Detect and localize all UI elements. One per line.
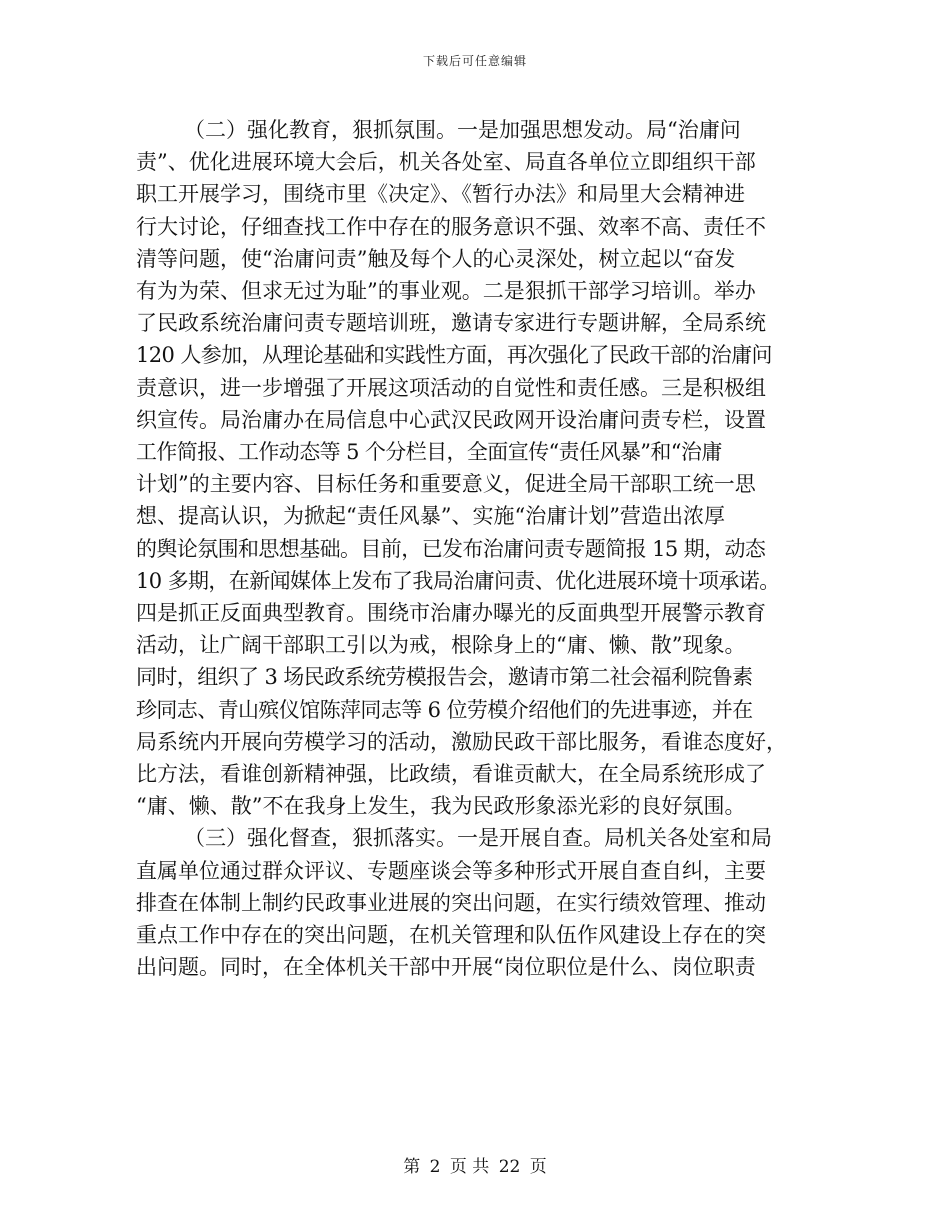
paragraph-line: 清等问题，使“治庸问责”触及每个人的心灵深处，树立起以“奋发 xyxy=(136,246,736,271)
page-header: 下载后可任意编辑 xyxy=(422,54,527,68)
paragraph-line: 职工开展学习，围绕市里《决定》、《暂行办法》和局里大会精神进 xyxy=(136,182,745,207)
paragraph-line: 计划”的主要内容、目标任务和重要意义，促进全局干部职工统一思 xyxy=(136,472,756,497)
paragraph-line: 10 多期，在新闻媒体上发布了我局治庸问责、优化进展环境十项承诺。 xyxy=(136,568,780,593)
paragraph-line: 了民政系统治庸问责专题培训班，邀请专家进行专题讲解，全局系统 xyxy=(136,311,766,336)
paragraph-line: 比方法，看谁创新精神强，比政绩，看谁贡献大，在全局系统形成了 xyxy=(136,762,766,787)
paragraph-line: （三）强化督查，狠抓落实。一是开展自查。局机关各处室和局 xyxy=(184,826,772,851)
footer-middle: 页 共 xyxy=(449,1157,490,1177)
paragraph-line: 排查在体制上制约民政事业进展的突出问题，在实行绩效管理、推动 xyxy=(136,890,766,915)
paragraph-line: 局系统内开展向劳模学习的活动，激励民政干部比服务，看谁态度好， xyxy=(136,729,787,754)
paragraph-line: 同时，组织了 3 场民政系统劳模报告会，邀请市第二社会福利院鲁素 xyxy=(136,665,753,690)
total-page-count: 22 xyxy=(498,1157,521,1177)
paragraph-line: 责意识，进一步增强了开展这项活动的自觉性和责任感。三是积极组 xyxy=(136,375,766,400)
current-page-number: 2 xyxy=(429,1157,441,1177)
paragraph-line: 出问题。同时，在全体机关干部中开展“岗位职位是什么、岗位职责 xyxy=(136,955,756,980)
footer-prefix: 第 xyxy=(403,1157,421,1177)
paragraph-line: 的舆论氛围和思想基础。目前，已发布治庸问责专题简报 15 期，动态 xyxy=(136,536,766,561)
footer-suffix: 页 xyxy=(529,1157,547,1177)
paragraph-line: 想、提高认识，为掀起“责任风暴”、实施“治庸计划”营造出浓厚 xyxy=(136,504,725,529)
paragraph-line: 织宣传。局治庸办在局信息中心武汉民政网开设治庸问责专栏，设置 xyxy=(136,407,766,432)
document-body xyxy=(136,114,816,983)
paragraph-line: 有为为荣、但求无过为耻”的事业观。二是狠抓干部学习培训。举办 xyxy=(136,279,756,304)
paragraph-line: （二）强化教育，狠抓氛围。一是加强思想发动。局“治庸问 xyxy=(184,118,741,142)
paragraph-line: 活动，让广阔干部职工引以为戒，根除身上的“庸、懒、散”现象。 xyxy=(136,633,746,658)
paragraph-line: 120 人参加，从理论基础和实践性方面，再次强化了民政干部的治庸问 xyxy=(136,343,772,368)
paragraph-line: 珍同志、青山殡仪馆陈萍同志等 6 位劳模介绍他们的先进事迹，并在 xyxy=(136,697,753,722)
paragraph-line: 行大讨论，仔细查找工作中存在的服务意识不强、效率不高、责任不 xyxy=(136,214,766,239)
paragraph-line: “庸、懒、散”不在我身上发生，我为民政形象添光彩的良好氛围。 xyxy=(136,794,746,819)
paragraph-line: 四是抓正反面典型教育。围绕市治庸办曝光的反面典型开展警示教育 xyxy=(136,601,766,626)
paragraph-line: 重点工作中存在的突出问题，在机关管理和队伍作风建设上存在的突 xyxy=(136,923,766,948)
paragraph-line: 直属单位通过群众评议、专题座谈会等多种形式开展自查自纠，主要 xyxy=(136,858,766,883)
page-footer xyxy=(0,1152,950,1177)
paragraph-line: 工作简报、工作动态等 5 个分栏目，全面宣传“责任风暴”和“治庸 xyxy=(136,440,722,465)
paragraph-line: 责”、优化进展环境大会后，机关各处室、局直各单位立即组织干部 xyxy=(136,150,756,175)
